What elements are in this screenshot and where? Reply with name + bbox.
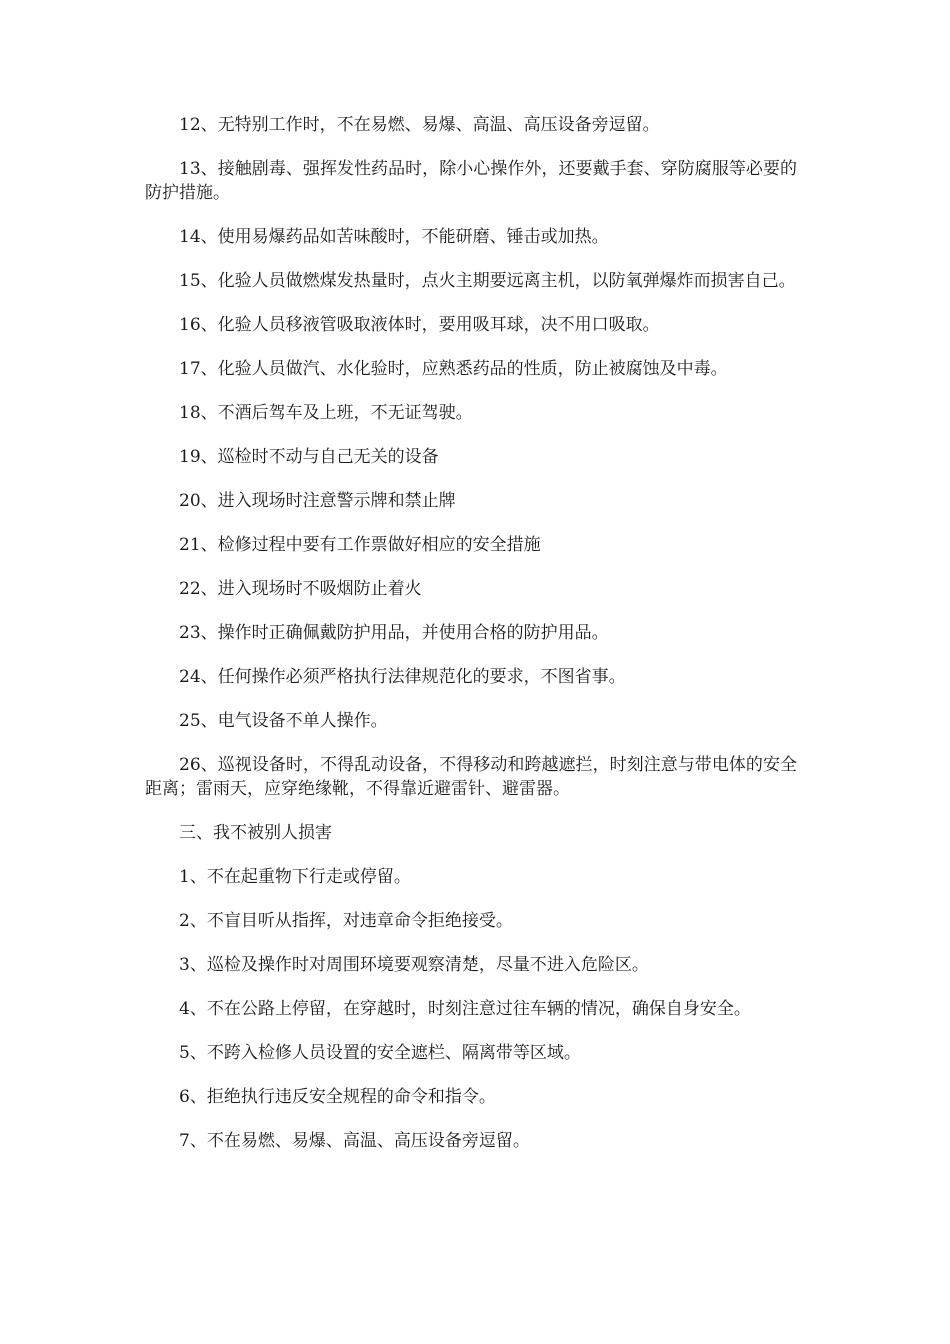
section-heading: 三、我不被别人损害 [179,823,332,843]
paragraph-item-s3-4: 4、不在公路上停留，在穿越时，时刻注意过往车辆的情况，确保自身安全。 [179,999,751,1019]
paragraph-item-16: 16、化验人员移液管吸取液体时，要用吸耳球，决不用口吸取。 [179,315,660,335]
paragraph-item-s3-7: 7、不在易燃、易爆、高温、高压设备旁逗留。 [179,1131,530,1151]
paragraph-item-s3-5: 5、不跨入检修人员设置的安全遮栏、隔离带等区域。 [179,1043,581,1063]
paragraph-item-21: 21、检修过程中要有工作票做好相应的安全措施 [179,535,541,555]
paragraph-item-19: 19、巡检时不动与自己无关的设备 [179,447,439,467]
paragraph-item-s3-3: 3、巡检及操作时对周围环境要观察清楚，尽量不进入危险区。 [179,955,649,975]
paragraph-item-20: 20、进入现场时注意警示牌和禁止牌 [179,491,456,511]
paragraph-item-14: 14、使用易爆药品如苦味酸时，不能研磨、锤击或加热。 [179,227,609,247]
paragraph-item-s3-1: 1、不在起重物下行走或停留。 [179,867,411,887]
paragraph-item-s3-6: 6、拒绝执行违反安全规程的命令和指令。 [179,1087,496,1107]
paragraph-item-18: 18、不酒后驾车及上班，不无证驾驶。 [179,403,473,423]
paragraph-item-12: 12、无特别工作时，不在易燃、易爆、高温、高压设备旁逗留。 [179,115,660,135]
paragraph-item-13: 13、接触剧毒、强挥发性药品时，除小心操作外，还要戴手套、穿防腐服等必要的防护措施。 [145,159,797,203]
paragraph-item-s3-2: 2、不盲目听从指挥，对违章命令拒绝接受。 [179,911,513,931]
paragraph-item-17: 17、化验人员做汽、水化验时，应熟悉药品的性质，防止被腐蚀及中毒。 [179,359,728,379]
document-body [145,113,797,1173]
paragraph-item-15: 15、化验人员做燃煤发热量时，点火主期要远离主机，以防氧弹爆炸而损害自己。 [179,271,796,291]
paragraph-item-23: 23、操作时正确佩戴防护用品，并使用合格的防护用品。 [179,623,609,643]
paragraph-item-25: 25、电气设备不单人操作。 [179,711,388,731]
paragraph-item-24: 24、任何操作必须严格执行法律规范化的要求，不图省事。 [179,667,626,687]
paragraph-item-22: 22、进入现场时不吸烟防止着火 [179,579,422,599]
paragraph-item-26: 26、巡视设备时，不得乱动设备，不得移动和跨越遮拦，时刻注意与带电体的安全距离；雷雨天，应穿绝缘靴，不得靠近避雷针、避雷器。 [145,755,797,799]
